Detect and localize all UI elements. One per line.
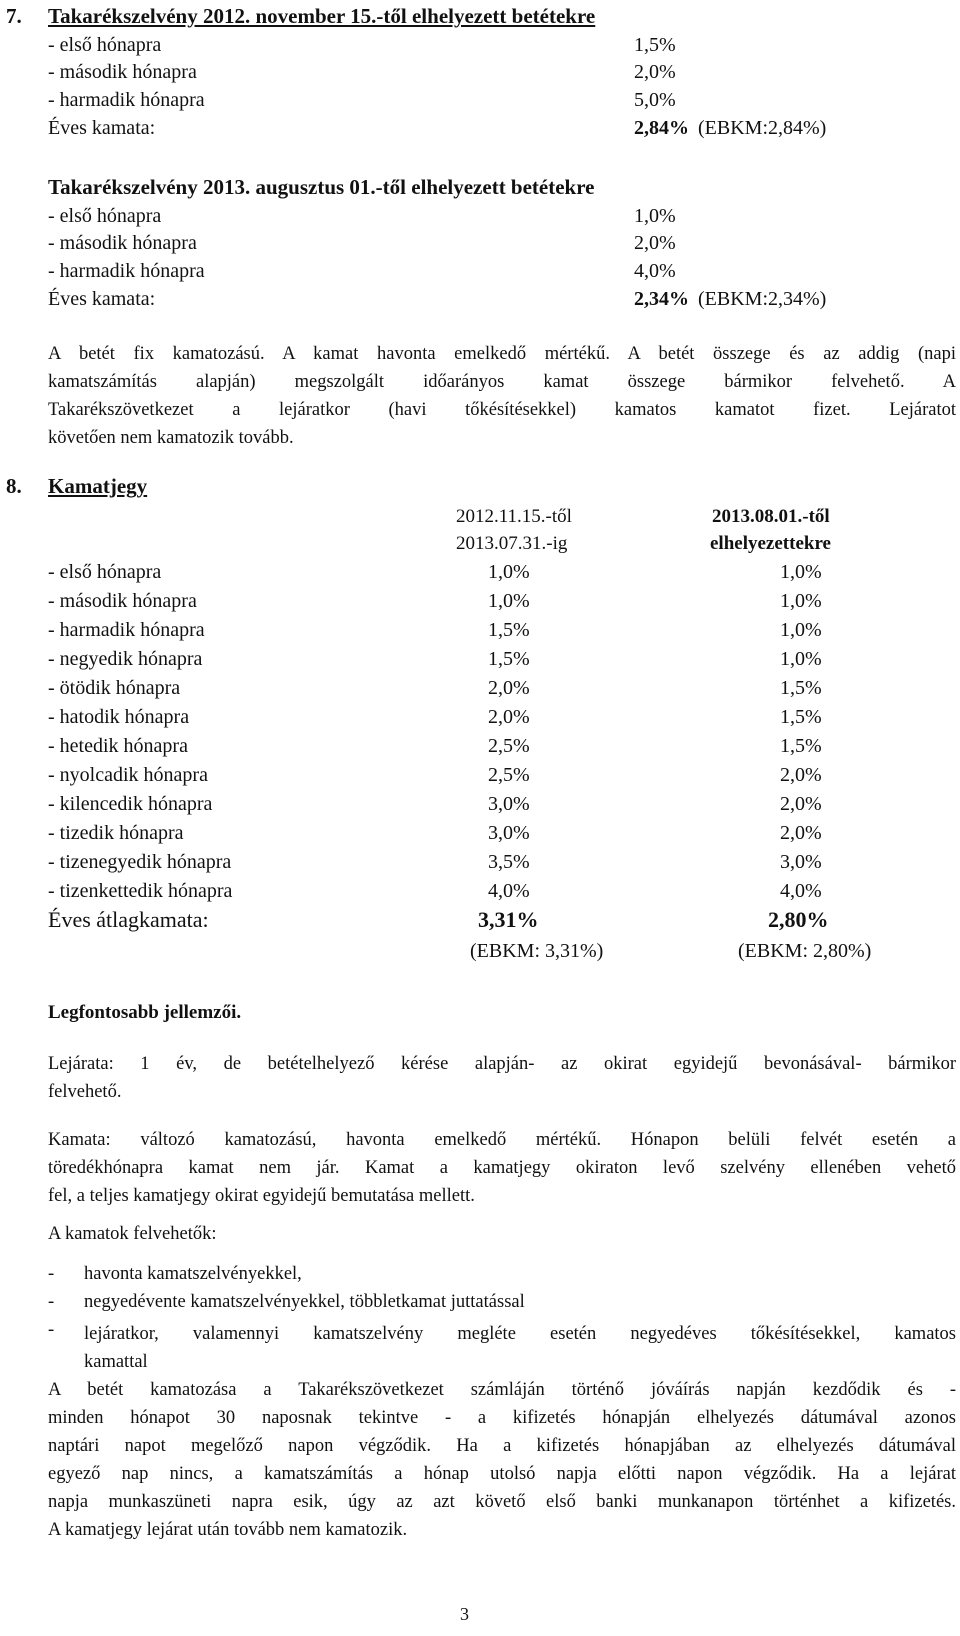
section-7-number: 7. <box>6 4 22 28</box>
table-row <box>48 706 928 736</box>
rate-2012: 2,5% <box>488 735 530 757</box>
rate-2012: 1,0% <box>488 561 530 583</box>
month-label: - tizenegyedik hónapra <box>48 851 232 873</box>
block-2013-title: Takarékszelvény 2013. augusztus 01.-től elhelyezett betétekre <box>48 175 595 199</box>
section-8-number: 8. <box>6 474 22 498</box>
text-line: egyező nap nincs, a kamatszámítás a hónap utolsó napja előtti napon végződik. Ha a lejárat <box>48 1464 956 1484</box>
rate-value: 5,0% <box>634 89 676 111</box>
month-label: - negyedik hónapra <box>48 648 203 670</box>
average-rate-label: Éves átlagkamata: <box>48 907 209 932</box>
text-line: minden hónapot 30 naposnak tekintve - a kifizetés hónapján elhelyezés dátumával azonos <box>48 1408 956 1428</box>
rate-2013: 1,5% <box>780 735 822 757</box>
month-label: - kilencedik hónapra <box>48 793 213 815</box>
text-line: Kamata: változó kamatozású, havonta emelkedő mértékű. Hónapon belüli felvét esetén a <box>48 1130 956 1150</box>
rate-value: 2,0% <box>634 232 676 254</box>
annual-rate-row <box>48 117 928 147</box>
month-label: - tizedik hónapra <box>48 822 184 844</box>
rate-2013: 1,0% <box>780 648 822 670</box>
list-item: negyedévente kamatszelvényekkel, többletkamat juttatással <box>84 1292 525 1312</box>
month-label: - hetedik hónapra <box>48 735 188 757</box>
table-row <box>48 619 928 649</box>
annual-rate: 2,84% <box>634 117 689 139</box>
month-label: - második hónapra <box>48 590 197 612</box>
maturity-paragraph <box>48 1050 956 1106</box>
rate-2013: 2,0% <box>780 764 822 786</box>
column-1-header-to: 2013.07.31.-ig <box>456 533 568 554</box>
withdraw-heading: A kamatok felvehetők: <box>48 1224 217 1244</box>
rate-label: - második hónapra <box>48 61 197 83</box>
page-number: 3 <box>460 1604 469 1624</box>
rate-2012: 2,0% <box>488 706 530 728</box>
average-rate-2012: 3,31% <box>478 907 539 932</box>
rate-2013: 2,0% <box>780 822 822 844</box>
section-7-paragraph <box>48 340 956 452</box>
average-rate-2013: 2,80% <box>768 907 829 932</box>
rate-row <box>48 260 928 290</box>
column-1-header-from: 2012.11.15.-től <box>456 506 572 527</box>
text-line: Lejárata: 1 év, de betételhelyező kérése alapján- az okirat egyidejű bevonásával- bármikor <box>48 1054 956 1074</box>
column-2-header-label: elhelyezettekre <box>710 533 831 554</box>
interest-paragraph <box>48 1126 956 1210</box>
month-label: - hatodik hónapra <box>48 706 190 728</box>
rate-2013: 1,5% <box>780 677 822 699</box>
annual-ebkm: (EBKM:2,84%) <box>698 117 827 139</box>
table-row <box>48 677 928 707</box>
rate-row <box>48 34 928 64</box>
rate-row <box>48 61 928 91</box>
rate-2013: 2,0% <box>780 793 822 815</box>
annual-rate-row <box>48 288 928 318</box>
rate-row <box>48 205 928 235</box>
rate-row <box>48 232 928 262</box>
rate-2012: 1,5% <box>488 619 530 641</box>
text-line: kamattal <box>84 1352 148 1372</box>
month-label: - tizenkettedik hónapra <box>48 880 233 902</box>
rate-2012: 2,0% <box>488 677 530 699</box>
table-row <box>48 880 928 910</box>
table-row <box>48 590 928 620</box>
rate-2012: 3,5% <box>488 851 530 873</box>
annual-ebkm: (EBKM:2,34%) <box>698 288 827 310</box>
rate-label: - első hónapra <box>48 205 162 227</box>
annual-label: Éves kamata: <box>48 117 156 139</box>
text-line: követően nem kamatozik tovább. <box>48 428 294 448</box>
month-label: - ötödik hónapra <box>48 677 181 699</box>
ebkm-2012: (EBKM: 3,31%) <box>470 940 604 962</box>
table-row <box>48 648 928 678</box>
text-line: fel, a teljes kamatjegy okirat egyidejű bemutatása mellett. <box>48 1186 475 1206</box>
month-label: - nyolcadik hónapra <box>48 764 208 786</box>
rate-value: 1,5% <box>634 34 676 56</box>
list-dash: - <box>48 1292 55 1312</box>
text-line: Takarékszövetkezet a lejáratkor (havi tőkésítésekkel) kamatos kamatot fizet. Lejáratot <box>48 400 956 420</box>
rate-2012: 4,0% <box>488 880 530 902</box>
text-line: naptári napot megelőző napon végződik. Ha a kifizetés hónapjában az elhelyezés dátumával <box>48 1436 956 1456</box>
rate-value: 2,0% <box>634 61 676 83</box>
text-line: A betét kamatozása a Takarékszövetkezet számláján történő jóváírás napján kezdődik és - <box>48 1380 956 1400</box>
rate-2013: 1,0% <box>780 590 822 612</box>
list-item: havonta kamatszelvényekkel, <box>84 1264 302 1284</box>
rate-label: - harmadik hónapra <box>48 260 205 282</box>
text-line: töredékhónapra kamat nem jár. Kamat a kamatjegy okiraton levő szelvény ellenében vehető <box>48 1158 956 1178</box>
rate-value: 1,0% <box>634 205 676 227</box>
rate-row <box>48 89 928 119</box>
rate-2013: 1,5% <box>780 706 822 728</box>
rate-2012: 1,0% <box>488 590 530 612</box>
annual-label: Éves kamata: <box>48 288 156 310</box>
final-paragraph <box>48 1376 956 1544</box>
list-item <box>84 1320 956 1376</box>
list-dash: - <box>48 1264 55 1284</box>
table-row <box>48 735 928 765</box>
rate-2013: 4,0% <box>780 880 822 902</box>
rate-label: - második hónapra <box>48 232 197 254</box>
list-dash: - <box>48 1320 55 1340</box>
rate-value: 4,0% <box>634 260 676 282</box>
text-line: napja munkaszüneti napra esik, úgy az azt követő első banki munkanapon történhet a kifizetés. <box>48 1492 956 1512</box>
section-7-title: Takarékszelvény 2012. november 15.-től elhelyezett betétekre <box>48 4 596 28</box>
rate-2012: 3,0% <box>488 793 530 815</box>
rate-label: - harmadik hónapra <box>48 89 205 111</box>
rate-2013: 3,0% <box>780 851 822 873</box>
text-line: felvehető. <box>48 1082 122 1102</box>
month-label: - első hónapra <box>48 561 162 583</box>
ebkm-2013: (EBKM: 2,80%) <box>738 940 872 962</box>
rate-2013: 1,0% <box>780 619 822 641</box>
rate-2013: 1,0% <box>780 561 822 583</box>
rate-2012: 2,5% <box>488 764 530 786</box>
annual-rate: 2,34% <box>634 288 689 310</box>
table-row <box>48 561 928 591</box>
table-row <box>48 822 928 852</box>
table-row <box>48 851 928 881</box>
month-label: - harmadik hónapra <box>48 619 205 641</box>
column-2-header-from: 2013.08.01.-től <box>712 506 830 527</box>
rate-2012: 3,0% <box>488 822 530 844</box>
text-line: kamatszámítás alapján) megszolgált időarányos kamat összege bármikor felvehető. A <box>48 372 956 392</box>
section-8-title: Kamatjegy <box>48 474 148 498</box>
table-row <box>48 764 928 794</box>
text-line: A kamatjegy lejárat után tovább nem kamatozik. <box>48 1520 408 1540</box>
rate-2012: 1,5% <box>488 648 530 670</box>
rate-label: - első hónapra <box>48 34 162 56</box>
text-line: lejáratkor, valamennyi kamatszelvény megléte esetén negyedéves tőkésítésekkel, kamatos <box>84 1324 956 1344</box>
table-row <box>48 793 928 823</box>
text-line: A betét fix kamatozású. A kamat havonta emelkedő mértékű. A betét összege és az addig (napi <box>48 344 956 364</box>
features-heading: Legfontosabb jellemzői. <box>48 1002 242 1023</box>
